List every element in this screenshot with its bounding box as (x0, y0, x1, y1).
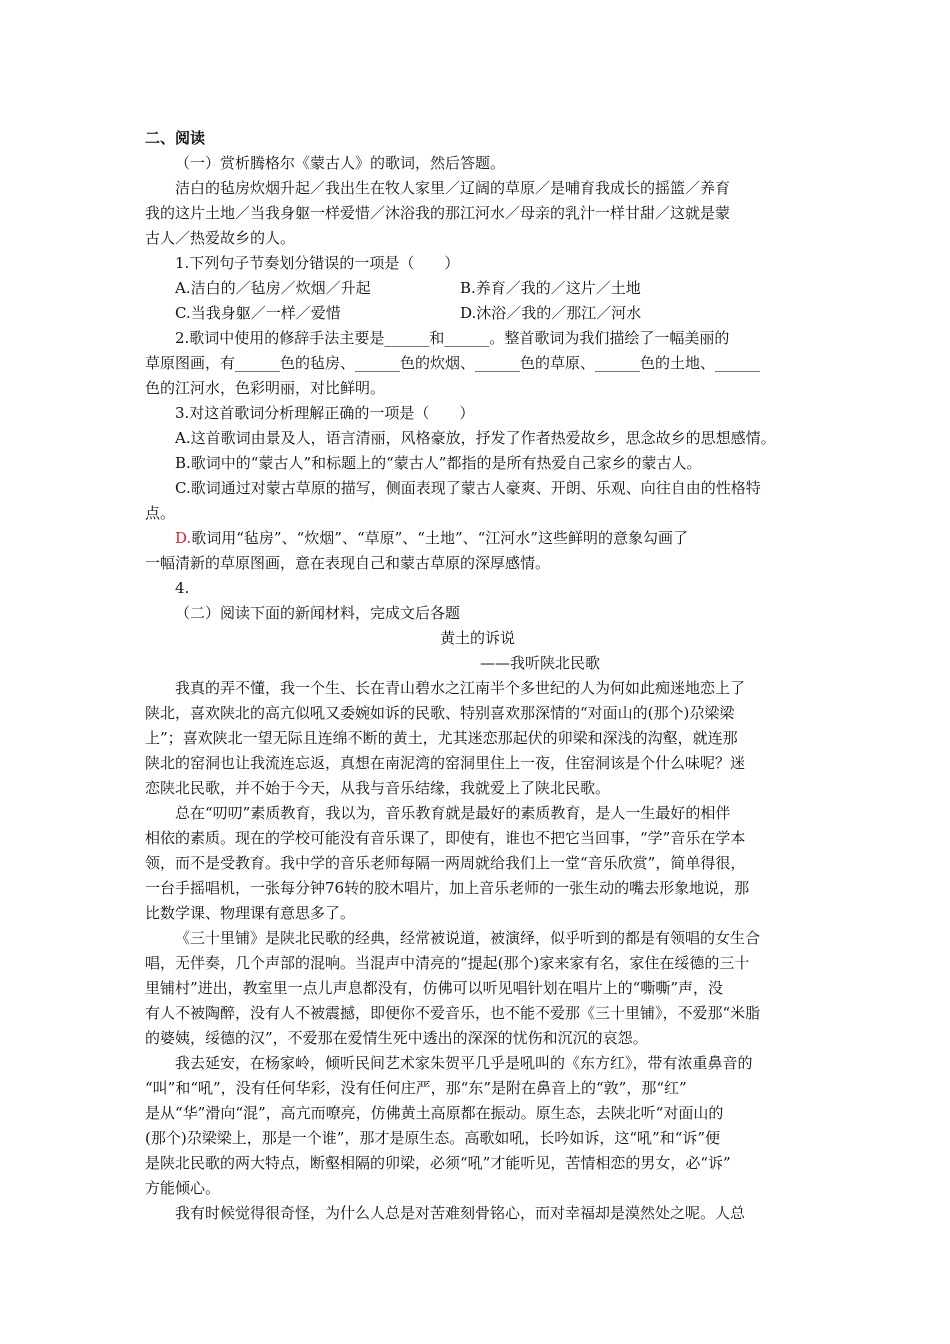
paragraph-line: 有人不被陶醉，没有人不被震撼，即便你不爱音乐，也不能不爱那《三十里铺》，不爱那“米脂 (145, 1004, 761, 1022)
question-4: 4. (175, 579, 190, 597)
question-1-options-row (145, 301, 810, 326)
article-paragraph (145, 926, 810, 1051)
question-3-option-d-cont: 一幅清新的草原图画，意在表现自己和蒙古草原的深厚感情。 (145, 554, 551, 572)
question-2 (145, 326, 810, 401)
part2-heading: （二）阅读下面的新闻材料，完成文后各题 (175, 604, 461, 622)
paragraph-line: 我有时候觉得很奇怪，为什么人总是对苦难刻骨铭心，而对幸福却是漠然处之呢。人总 (175, 1204, 746, 1222)
article-paragraph (145, 676, 810, 801)
paragraph-line: 相依的素质。现在的学校可能没有音乐课了，即使有，谁也不把它当回事，“学”音乐在学本 (145, 829, 746, 847)
paragraph-line: 是从“华”滑向“混”，高亢而嘹亮，仿佛黄土高原都在振动。原生态，去陕北听“对面山的 (145, 1104, 724, 1122)
lyrics-line: 古人／热爱故乡的人。 (145, 229, 296, 247)
paragraph-line: “叫”和“吼”，没有任何华彩，没有任何庄严，那“东”是附在鼻音上的“敦”，那“红” (145, 1079, 687, 1097)
option-d-letter: D. (175, 529, 192, 547)
question-2-line: 草原图画，有______色的毡房、______色的炊烟、______色的草原、______色的土地、______ (145, 354, 761, 372)
paragraph-line: 唱，无伴奏，几个声部的混响。当混声中清亮的“提起(那个)家来家有名，家住在绥德的三十 (145, 954, 750, 972)
question-3-option-c-cont: 点。 (145, 504, 176, 522)
paragraph-line: (那个)尕梁梁上，那是一个谁”，那才是原生态。高歌如吼，长吟如诉，这“吼”和“诉”便 (145, 1129, 721, 1147)
question-3-option-d (145, 526, 810, 551)
lyrics-line: 我的这片土地／当我身躯一样爱惜／沐浴我的那江河水／母亲的乳汁一样甘甜／这就是蒙 (145, 204, 731, 222)
lyrics-block (145, 176, 810, 251)
paragraph-line: 比数学课、物理课有意思多了。 (145, 904, 356, 922)
part1-heading: （一）赏析腾格尔《蒙古人》的歌词，然后答题。 (175, 154, 506, 172)
paragraph-line: 恋陕北民歌，并不始于今天，从我与音乐结缘，我就爱上了陕北民歌。 (145, 779, 611, 797)
question-3-option-a: A.这首歌词由景及人，语言清丽，风格豪放，抒发了作者热爱故乡，思念故乡的思想感情。 (175, 429, 776, 447)
paragraph-line: 上”；喜欢陕北一望无际且连绵不断的黄土，尤其迷恋那起伏的卯梁和深浅的沟壑，就连那 (145, 729, 738, 747)
paragraph-line: 方能倾心。 (145, 1179, 221, 1197)
article-paragraph (145, 1201, 810, 1226)
option-d-text: 歌词用“毡房”、“炊烟”、“草原”、“土地”、“江河水”这些鲜明的意象勾画了 (191, 529, 688, 547)
paragraph-line: 我真的弄不懂，我一个生、长在青山碧水之江南半个多世纪的人为何如此痴迷地恋上了 (175, 679, 746, 697)
paragraph-line: 陕北的窑洞也让我流连忘返，真想在南泥湾的窑洞里住上一夜，住窑洞该是个什么味呢？迷 (145, 754, 746, 772)
article-subtitle: ——我听陕北民歌 (480, 654, 601, 672)
question-2-line: 色的江河水，色彩明丽，对比鲜明。 (145, 379, 386, 397)
option-b: B.养育／我的／这片／土地 (460, 279, 641, 297)
paragraph-line: 总在“叨叨”素质教育，我以为，音乐教育就是最好的素质教育，是人一生最好的相伴 (175, 804, 731, 822)
article-paragraph (145, 1051, 810, 1201)
paragraph-line: 里铺村”进出，教室里一点儿声息都没有，仿佛可以听见唱针划在唱片上的“嘶嘶”声，没 (145, 979, 724, 997)
paragraph-line: 领，而不是受教育。我中学的音乐老师每隔一两周就给我们上一堂“音乐欣赏”，简单得很， (145, 854, 746, 872)
question-3-option-c: C.歌词通过对蒙古草原的描写，侧面表现了蒙古人豪爽、开朗、乐观、向往自由的性格特 (175, 479, 761, 497)
option-d: D.沐浴／我的／那江／河水 (460, 304, 642, 322)
article-title: 黄土的诉说 (439, 629, 515, 647)
question-2-line: 2.歌词中使用的修辞手法主要是______和______。整首歌词为我们描绘了一幅美丽的 (175, 329, 730, 347)
paragraph-line: 的婆姨，绥德的汉”，不爱那在爱情生死中透出的深深的忧伤和沉沉的哀怨。 (145, 1029, 648, 1047)
option-a: A.洁白的／毡房／炊烟／升起 (175, 279, 371, 297)
question-3-stem: 3.对这首歌词分析理解正确的一项是（ ） (175, 404, 475, 422)
question-3-option-b: B.歌词中的“蒙古人”和标题上的“蒙古人”都指的是所有热爱自己家乡的蒙古人。 (175, 454, 702, 472)
paragraph-line: 陕北，喜欢陕北的高亢似吼又委婉如诉的民歌、特别喜欢那深情的“对面山的(那个)尕梁梁 (145, 704, 735, 722)
option-c: C.当我身躯／一样／爱惜 (175, 304, 341, 322)
paragraph-line: 一台手摇唱机，一张每分钟76转的胶木唱片，加上音乐老师的一张生动的嘴去形象地说，那 (145, 879, 750, 897)
lyrics-line: 洁白的毡房炊烟升起／我出生在牧人家里／辽阔的草原／是哺育我成长的摇篮／养育 (175, 179, 731, 197)
paragraph-line: 我去延安，在杨家岭，倾听民间艺术家朱贺平几乎是吼叫的《东方红》，带有浓重鼻音的 (175, 1054, 753, 1072)
question-3 (145, 401, 810, 576)
question-1-options-row (145, 276, 810, 301)
paragraph-line: 是陕北民歌的两大特点，断壑相隔的卯梁，必须“吼”才能听见，苦情相恋的男女，必“诉” (145, 1154, 731, 1172)
question-1-stem: 1.下列句子节奏划分错误的一项是（ ） (175, 254, 460, 272)
article-paragraph (145, 801, 810, 926)
section-heading: 二、阅读 (145, 129, 206, 147)
question-1 (145, 251, 810, 326)
paragraph-line: 《三十里铺》是陕北民歌的经典，经常被说道，被演绎，似乎听到的都是有领唱的女生合 (175, 929, 761, 947)
